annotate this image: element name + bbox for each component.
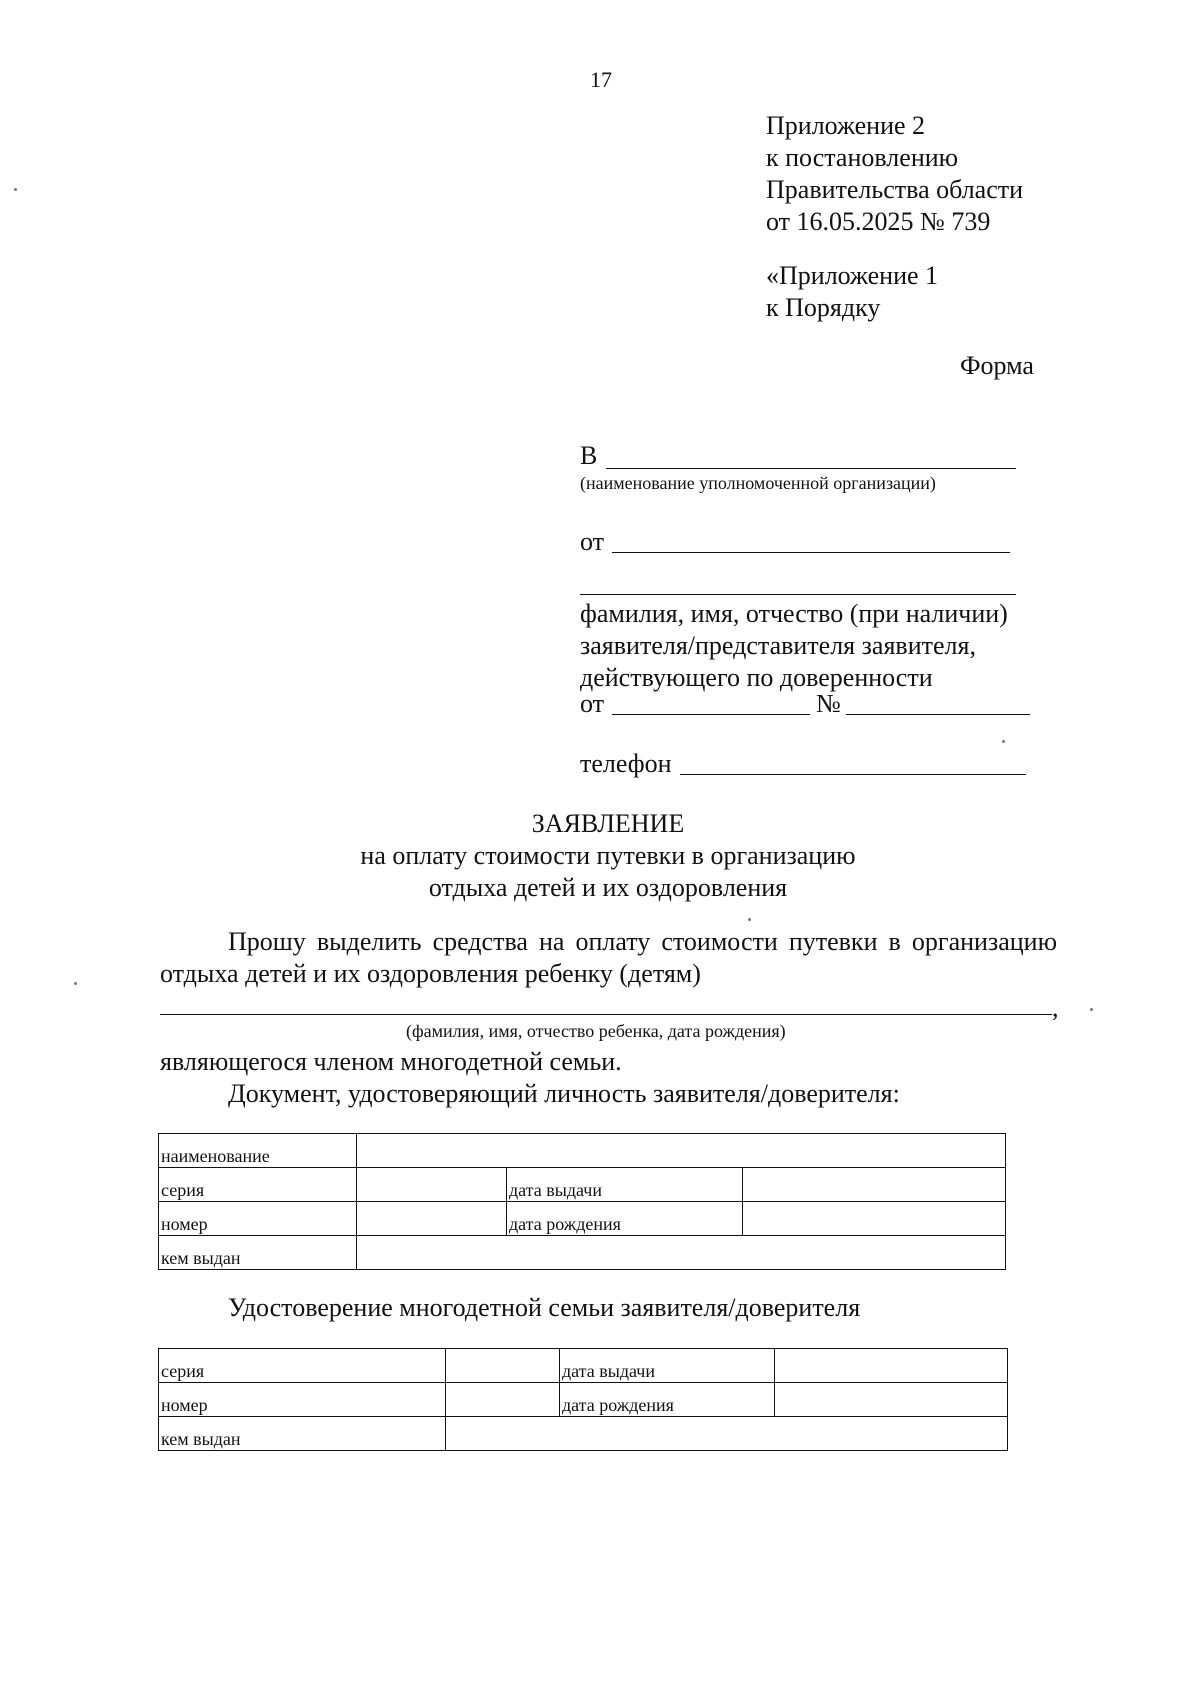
table-row: [159, 1202, 1006, 1236]
scan-speck: [1002, 740, 1005, 743]
to-organization-line[interactable]: [606, 468, 1016, 469]
identity-doc-table: [158, 1133, 1006, 1270]
family-issued-by-field[interactable]: [446, 1417, 1008, 1451]
scan-speck: [74, 982, 77, 985]
table-row: [159, 1134, 1006, 1168]
family-cert-table: [158, 1348, 1008, 1451]
identity-name-field[interactable]: [357, 1134, 1006, 1168]
poa-from-prefix: от: [580, 689, 605, 718]
identity-birth-date-field[interactable]: [743, 1202, 1006, 1236]
from-applicant-line-2[interactable]: [580, 594, 1016, 595]
identity-birth-date-label: дата рождения: [507, 1202, 743, 1236]
title-line2: на оплату стоимости путевки в организацию: [360, 841, 856, 870]
poa-number-line[interactable]: [846, 714, 1030, 715]
form-label: Форма: [960, 351, 1034, 380]
family-series-label: серия: [159, 1349, 446, 1383]
family-birth-date-label: дата рождения: [560, 1383, 775, 1417]
applicant-caption-line1: фамилия, имя, отчество (при наличии): [580, 599, 1008, 628]
identity-issue-date-field[interactable]: [743, 1168, 1006, 1202]
family-birth-date-field[interactable]: [775, 1383, 1008, 1417]
family-issued-by-label: кем выдан: [159, 1417, 446, 1451]
table-row: [159, 1417, 1008, 1451]
appendix-header-line3: Правительства области: [766, 175, 1024, 204]
table-row: [159, 1236, 1006, 1270]
from-applicant-line[interactable]: [612, 552, 1010, 553]
identity-series-field[interactable]: [357, 1168, 507, 1202]
applicant-caption-line3: действующего по доверенности: [580, 663, 933, 692]
family-number-label: номер: [159, 1383, 446, 1417]
appendix-sub-line2: к Порядку: [766, 293, 881, 322]
identity-name-label: наименование: [159, 1134, 357, 1168]
member-line: являющегося членом многодетной семьи.: [160, 1047, 622, 1076]
document-title: [300, 808, 916, 904]
child-caption: (фамилия, имя, отчество ребенка, дата рождения): [406, 1021, 786, 1041]
family-number-field[interactable]: [446, 1383, 560, 1417]
request-line2: отдыха детей и их оздоровления ребенку (детям): [160, 959, 701, 988]
family-issue-date-field[interactable]: [775, 1349, 1008, 1383]
title-heading: ЗАЯВЛЕНИЕ: [531, 809, 685, 838]
identity-number-label: номер: [159, 1202, 357, 1236]
appendix-header: [766, 110, 1023, 238]
identity-series-label: серия: [159, 1168, 357, 1202]
family-issue-date-label: дата выдачи: [560, 1349, 775, 1383]
phone-line[interactable]: [680, 774, 1026, 775]
child-info-line[interactable]: [160, 1014, 1052, 1015]
appendix-header-line1: Приложение 2: [766, 111, 926, 140]
identity-issued-by-label: кем выдан: [159, 1236, 357, 1270]
from-prefix: от: [580, 527, 605, 556]
applicant-caption-line2: заявителя/представителя заявителя,: [580, 631, 976, 660]
title-line3: отдыха детей и их оздоровления: [428, 873, 788, 902]
request-line1: Прошу выделить средства на оплату стоимости путевки в организацию: [228, 927, 1057, 956]
appendix-sub: [766, 260, 938, 324]
poa-date-line[interactable]: [612, 714, 810, 715]
identity-number-field[interactable]: [357, 1202, 507, 1236]
family-cert-heading: Удостоверение многодетной семьи заявителя/доверителя: [228, 1293, 861, 1322]
appendix-header-line4: от 16.05.2025 № 739: [766, 207, 991, 236]
family-series-field[interactable]: [446, 1349, 560, 1383]
poa-number-sign: №: [816, 689, 841, 718]
page-number: 17: [590, 67, 612, 92]
scan-speck: [14, 188, 17, 191]
to-prefix: В: [580, 441, 598, 470]
applicant-caption: [580, 598, 1008, 694]
appendix-sub-line1: «Приложение 1: [766, 261, 939, 290]
phone-prefix: телефон: [580, 749, 672, 778]
table-row: [159, 1349, 1008, 1383]
child-info-comma: ,: [1052, 993, 1059, 1022]
to-caption: (наименование уполномоченной организации): [580, 473, 936, 493]
table-row: [159, 1383, 1008, 1417]
identity-issue-date-label: дата выдачи: [507, 1168, 743, 1202]
scan-speck: [1090, 1008, 1093, 1011]
scan-speck: [748, 918, 751, 921]
appendix-header-line2: к постановлению: [766, 143, 959, 172]
identity-issued-by-field[interactable]: [357, 1236, 1006, 1270]
table-row: [159, 1168, 1006, 1202]
identity-doc-line: Документ, удостоверяющий личность заявителя/доверителя:: [228, 1079, 900, 1108]
